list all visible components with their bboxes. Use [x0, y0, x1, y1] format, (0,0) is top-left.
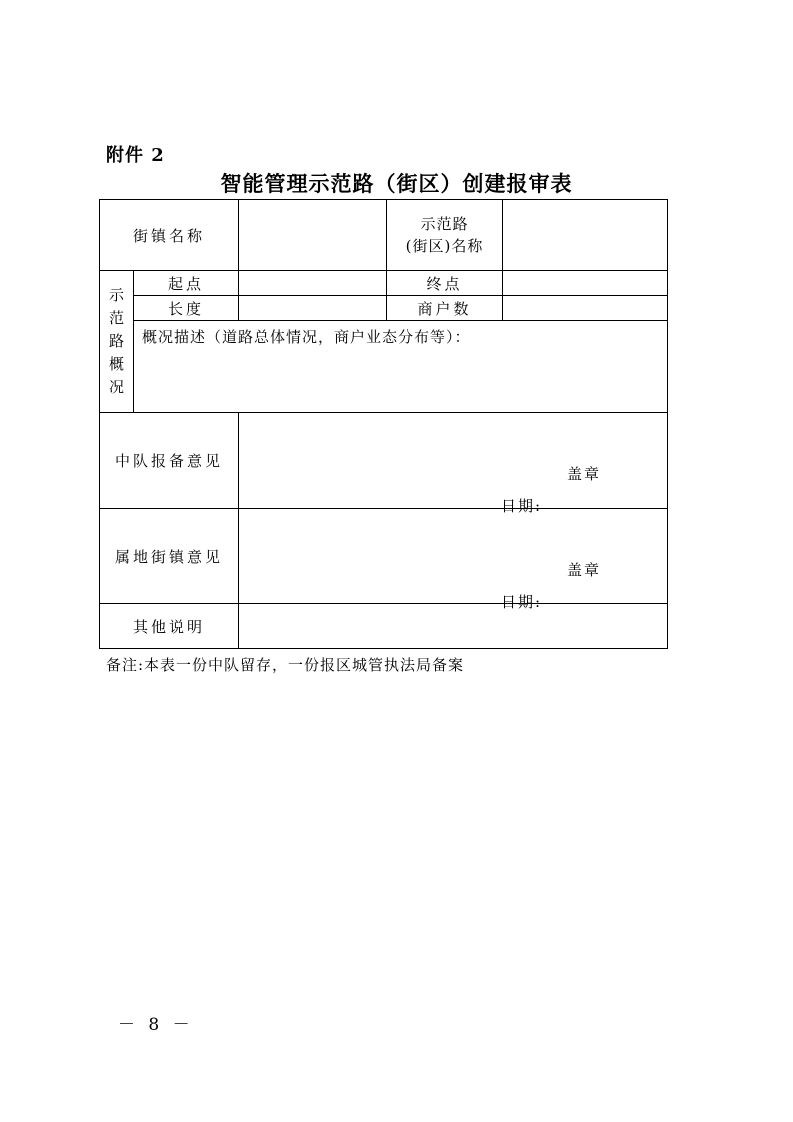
date-label: 日期: [501, 497, 543, 515]
local-opinion-field[interactable] [239, 509, 668, 611]
table-row [100, 271, 668, 296]
demo-road-label-line1: 示范路 [420, 215, 469, 233]
street-name-label: 街镇名称 [100, 200, 239, 271]
overview-char: 路 [108, 332, 124, 350]
date-label: 日期: [501, 593, 543, 611]
overview-vertical-label [100, 271, 134, 413]
squad-opinion-label: 中队报备意见 [100, 413, 239, 509]
street-name-value[interactable] [239, 200, 387, 271]
table-row [100, 296, 668, 321]
table-row [100, 413, 668, 509]
local-opinion-label: 属地街镇意见 [100, 509, 239, 604]
overview-char: 范 [108, 309, 124, 327]
stamp-label: 盖章 [567, 561, 602, 579]
shop-count-value[interactable] [503, 296, 668, 321]
overview-char: 示 [108, 286, 124, 304]
length-label: 长度 [134, 296, 239, 321]
table-row [100, 509, 668, 604]
demo-road-label-line2: (街区)名称 [405, 237, 484, 255]
squad-opinion-field[interactable] [239, 413, 668, 515]
attachment-label: 附件 2 [106, 145, 165, 166]
demo-road-name-label [387, 200, 503, 271]
page-number: － 8 － [118, 1015, 194, 1035]
start-point-label: 起点 [134, 271, 239, 296]
demo-road-name-value[interactable] [503, 200, 668, 271]
shop-count-label: 商户数 [387, 296, 503, 321]
description-field[interactable]: 概况描述（道路总体情况，商户业态分布等）： [134, 321, 668, 413]
overview-char: 况 [108, 378, 124, 396]
footnote: 备注:本表一份中队留存，一份报区城管执法局备案 [106, 656, 465, 674]
length-value[interactable] [239, 296, 387, 321]
table-row [100, 321, 668, 413]
overview-char: 概 [108, 355, 124, 373]
page-title: 智能管理示范路（街区）创建报审表 [220, 171, 573, 196]
end-point-label: 终点 [387, 271, 503, 296]
table-row [100, 604, 668, 649]
other-notes-field[interactable] [239, 604, 668, 649]
stamp-label: 盖章 [567, 465, 602, 483]
other-notes-label: 其他说明 [100, 604, 239, 649]
table-row [100, 200, 668, 271]
application-form-table [99, 199, 668, 649]
end-point-value[interactable] [503, 271, 668, 296]
start-point-value[interactable] [239, 271, 387, 296]
